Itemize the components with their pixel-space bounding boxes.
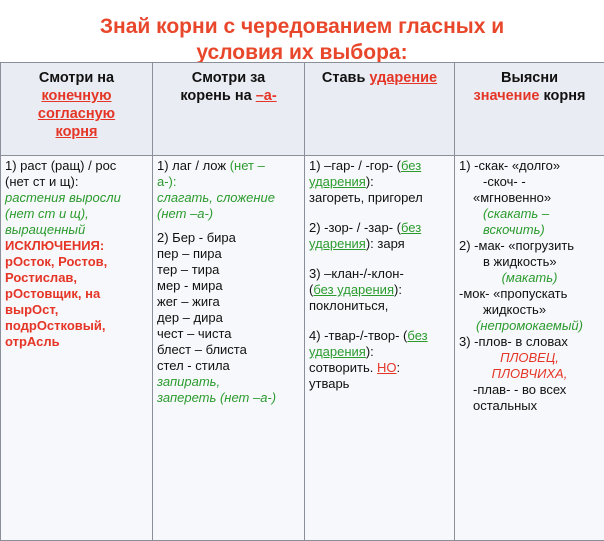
col2-line: пер – пира [157, 246, 300, 262]
col3-condition: ударения [309, 236, 366, 251]
page-title: Знай корни с чередованием гласных и [0, 14, 604, 40]
col1-exception: вырОст, [5, 302, 148, 318]
col1-exception: рОстовщик, на [5, 286, 148, 302]
col2-note: (нет – [230, 158, 265, 173]
header-col2 [153, 63, 305, 156]
col1-example: выращенный [5, 222, 148, 238]
col3-line: ): [366, 174, 374, 189]
col1-example: растения выросли [5, 190, 148, 206]
header-col4-root: корня [543, 88, 585, 104]
header-col4-meaning: значение [474, 88, 540, 104]
col3-line: 3) –клан-/-клон- [309, 266, 450, 282]
col3-line: ): [366, 344, 374, 359]
col2-example: слагать, сложение [157, 190, 300, 206]
header-row [1, 63, 604, 156]
col3-line: 4) -твар-/-твор- ( [309, 328, 407, 343]
page-title-line2: условия их выбора: [0, 40, 604, 62]
header-col3-line1: Ставь [322, 70, 365, 86]
col1-exception: Ростислав, [5, 270, 148, 286]
col4-line: «мгновенно» [459, 190, 600, 206]
col1-exception: рОсток, Ростов, [5, 254, 148, 270]
col3-condition: без [401, 220, 421, 235]
col4-line: -скоч- - [459, 174, 600, 190]
header-col2-line1: Смотри за [157, 69, 300, 87]
col4-line: 1) -скак- «долго» [459, 158, 600, 174]
col3-example: сотворить. [309, 360, 373, 375]
col4-example: вскочить) [459, 222, 600, 238]
col3-exception-label: НО [377, 360, 397, 375]
rules-table [0, 62, 604, 541]
col4-example: (скакать – [459, 206, 600, 222]
col2-example: запирать, [157, 374, 300, 390]
col1-exception: подрОстковый, [5, 318, 148, 334]
col2-line: дер – дира [157, 310, 300, 326]
content-row [1, 156, 604, 541]
col2-example: (нет –а-) [157, 206, 300, 222]
col3-line: ): заря [366, 236, 405, 251]
col2-line: 1) лаг / лож [157, 158, 226, 173]
col1-exception: отрАсль [5, 334, 148, 350]
header-col4 [455, 63, 604, 156]
col2-line: стел - стила [157, 358, 300, 374]
cell-col3 [305, 156, 455, 541]
col3-example: поклониться, [309, 298, 450, 314]
col2-line: жег – жига [157, 294, 300, 310]
col2-line: чест – чиста [157, 326, 300, 342]
header-col1-line2: конечную [5, 87, 148, 105]
col3-condition: без ударения [313, 282, 394, 297]
col2-line: 2) Бер - бира [157, 230, 300, 246]
col3-condition: без [401, 158, 421, 173]
col3-condition: ударения [309, 344, 366, 359]
col3-condition: без [407, 328, 427, 343]
col3-line: ): [394, 282, 402, 297]
header-col1-line3: согласную [5, 105, 148, 123]
header-col3-accent: ударение [369, 70, 437, 86]
header-col3 [305, 63, 455, 156]
cell-col2 [153, 156, 305, 541]
col3-example: утварь [309, 376, 450, 392]
col2-line: мер - мира [157, 278, 300, 294]
header-col1-line1: Смотри на [5, 69, 148, 87]
col4-line: жидкость» [459, 302, 600, 318]
col1-line: 1) раст (ращ) / рос [5, 158, 148, 174]
header-col1-line4: корня [5, 123, 148, 141]
col2-note: а-): [157, 174, 300, 190]
col4-example: (макать) [459, 270, 600, 286]
col3-line: ( [309, 282, 313, 297]
col4-line: в жидкость» [459, 254, 600, 270]
col4-word: ПЛОВЕЦ, [459, 350, 600, 366]
col4-line: остальных [459, 398, 600, 414]
col3-condition: ударения [309, 174, 366, 189]
col2-line: тер – тира [157, 262, 300, 278]
col4-line: 3) -плов- в словах [459, 334, 600, 350]
cell-col4 [455, 156, 604, 541]
col4-line: -плав- - во всех [459, 382, 600, 398]
header-col4-line1: Выясни [459, 69, 600, 87]
col3-line: : [397, 360, 401, 375]
header-col2-root: –а- [256, 88, 277, 104]
header-col2-line2: корень на [180, 88, 251, 104]
col2-line: блест – блиста [157, 342, 300, 358]
col3-line: 2) -зор- / -зар- ( [309, 220, 401, 235]
col1-example: (нет ст и щ), [5, 206, 148, 222]
col3-example: загореть, пригорел [309, 190, 450, 206]
col3-line: 1) –гар- / -гор- ( [309, 158, 401, 173]
col4-line: 2) -мак- «погрузить [459, 238, 600, 254]
header-col1 [1, 63, 153, 156]
col2-example: запереть (нет –а-) [157, 390, 300, 406]
col4-line: -мок- «пропускать [459, 286, 600, 302]
col4-word: ПЛОВЧИХА, [459, 366, 600, 382]
col4-example: (непромокаемый) [459, 318, 600, 334]
col1-exceptions-label: ИСКЛЮЧЕНИЯ: [5, 238, 148, 254]
cell-col1 [1, 156, 153, 541]
col1-line: (нет ст и щ): [5, 174, 148, 190]
